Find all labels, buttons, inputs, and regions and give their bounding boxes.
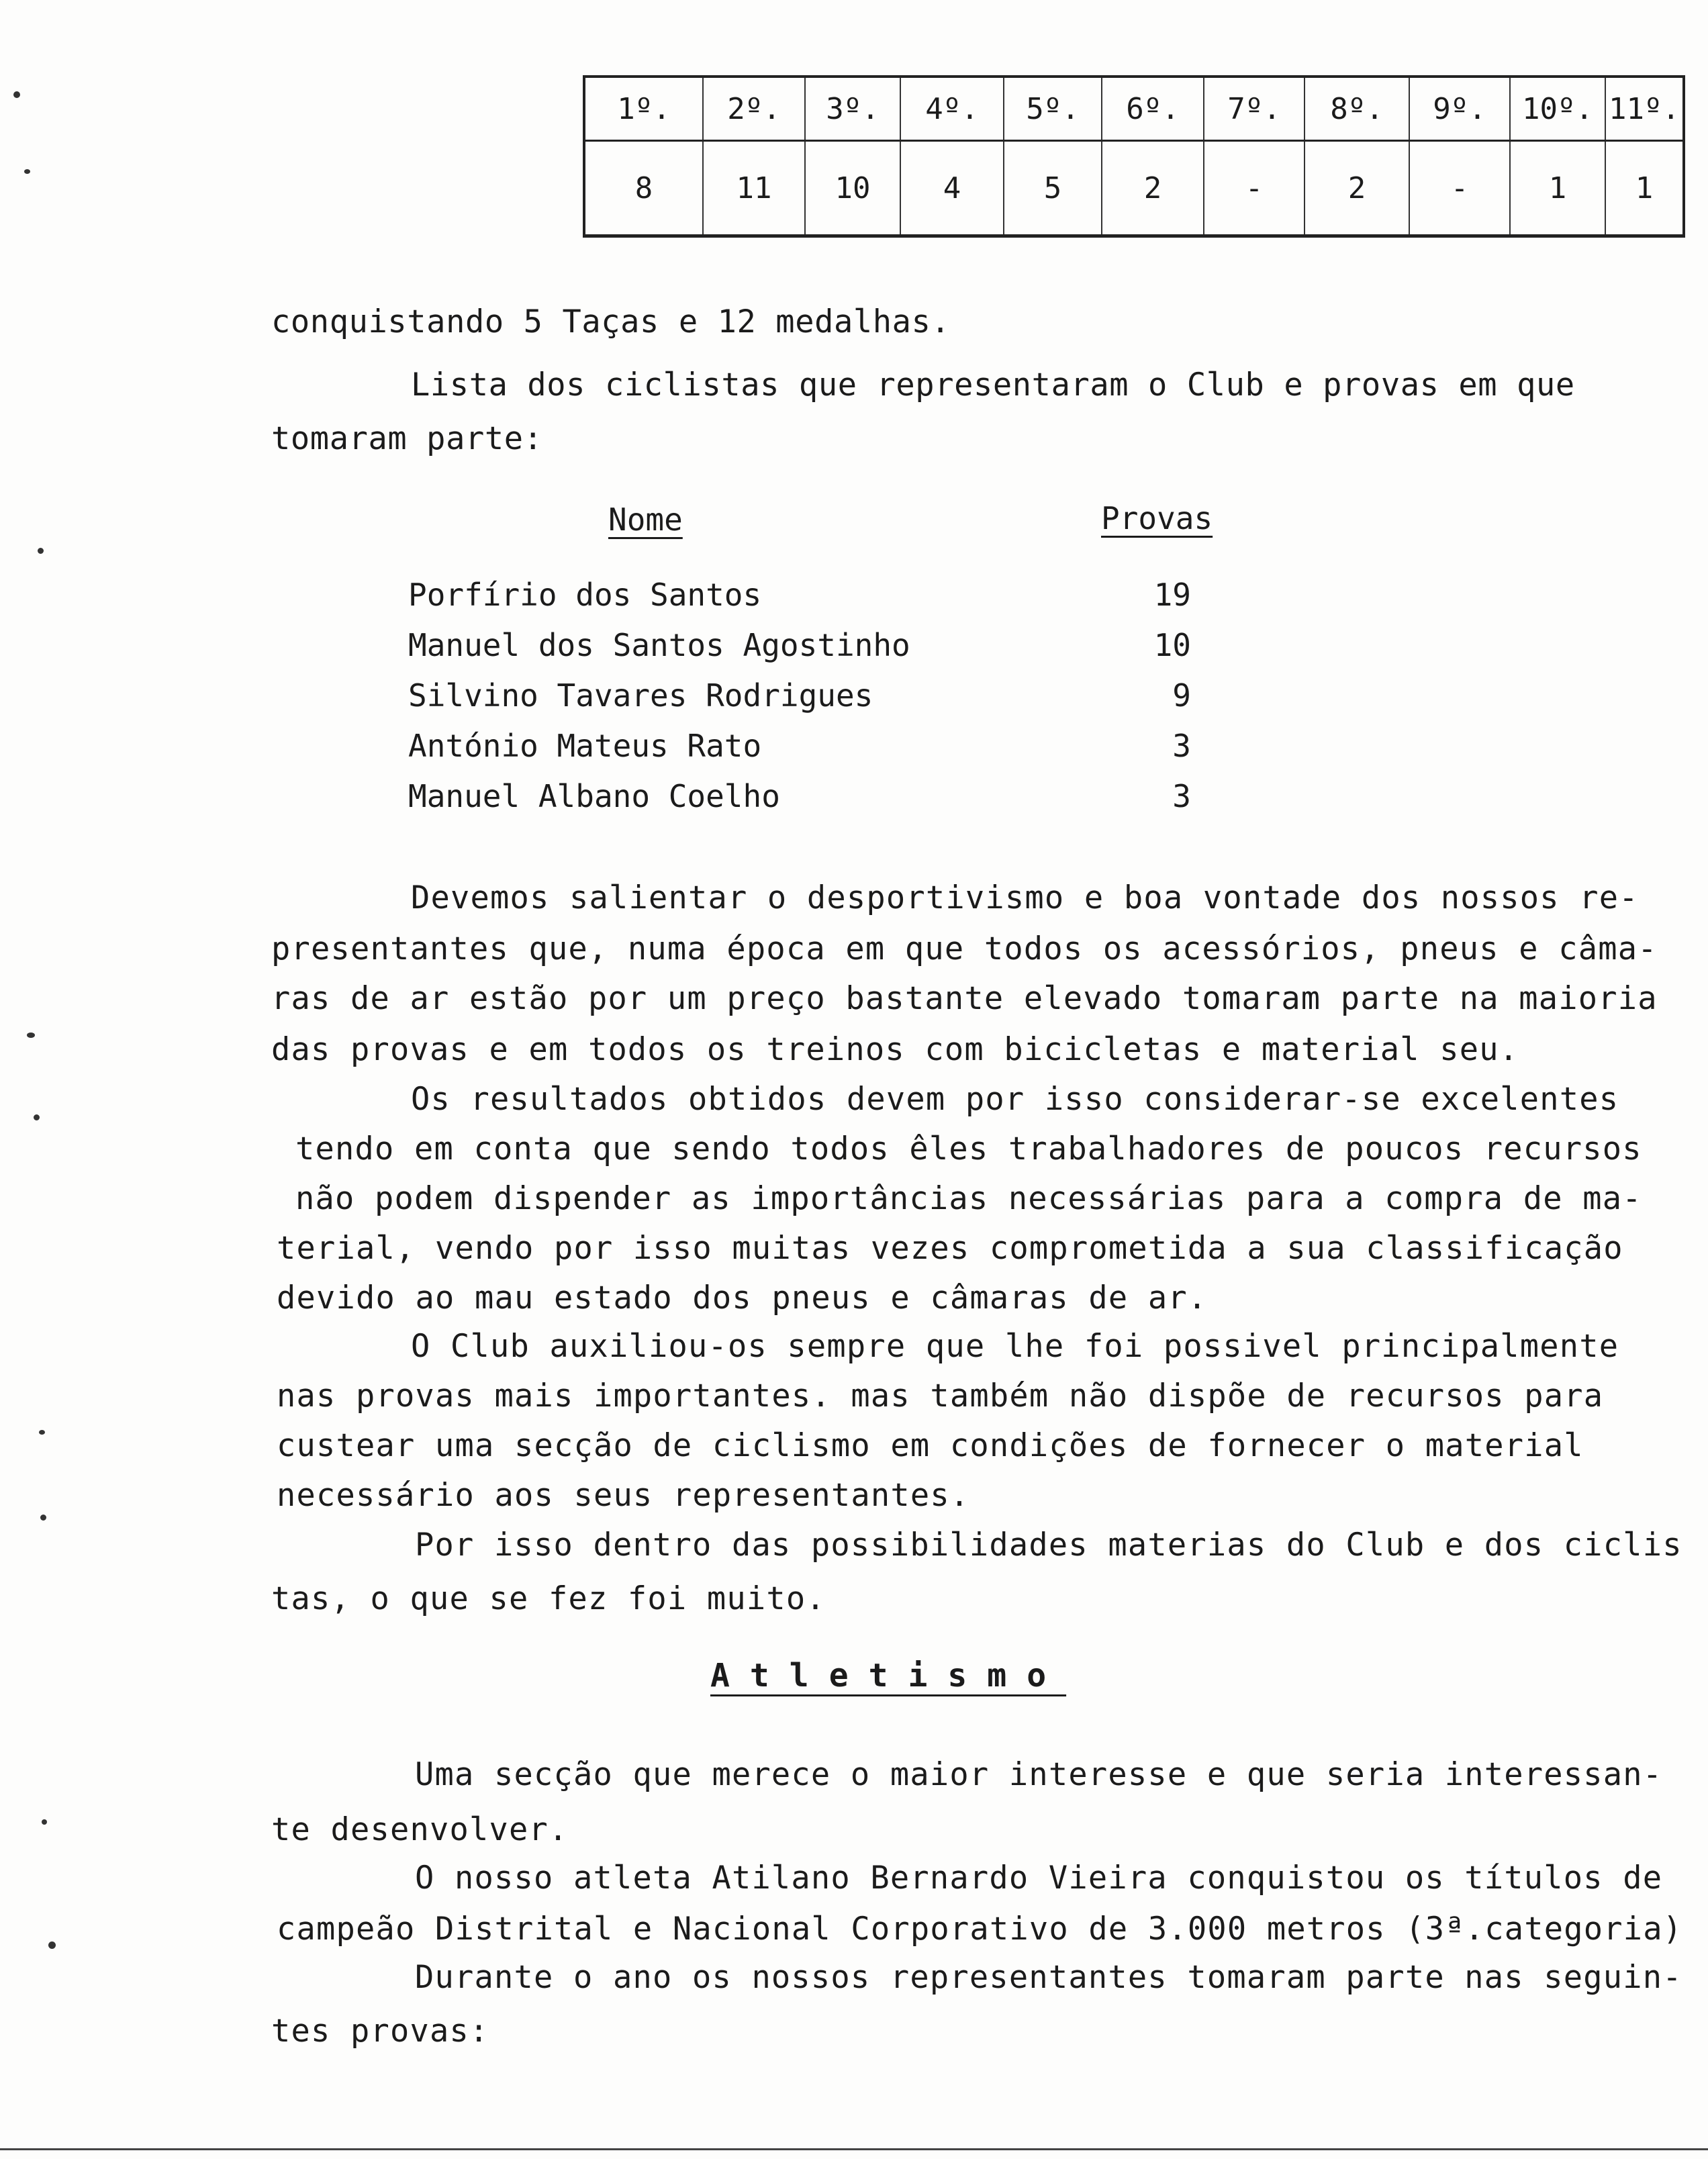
count-cell: 10: [805, 141, 900, 236]
position-cell: 5º.: [1004, 77, 1102, 141]
body-line: presentantes que, numa época em que todos os acessórios, pneus e câma-: [271, 930, 1658, 967]
body-line: das provas e em todos os treinos com bicicletas e material seu.: [271, 1031, 1519, 1068]
body-line: tes provas:: [271, 2013, 489, 2050]
body-line: ras de ar estão por um preço bastante elevado tomaram parte na maioria: [271, 980, 1658, 1017]
count-cell: 2: [1304, 141, 1409, 236]
scan-speck: [27, 1033, 35, 1038]
intro-line: conquistando 5 Taças e 12 medalhas.: [271, 303, 951, 340]
position-cell: 9º.: [1409, 77, 1510, 141]
body-line: Devemos salientar o desportivismo e boa vontade dos nossos re-: [411, 879, 1639, 916]
rider-name: Manuel dos Santos Agostinho: [408, 627, 910, 663]
body-line: tendo em conta que sendo todos êles trabalhadores de poucos recursos: [295, 1131, 1642, 1167]
body-line: Os resultados obtidos devem por isso considerar-se excelentes: [411, 1081, 1619, 1118]
body-line: Por isso dentro das possibilidades materias do Club e dos ciclis: [415, 1527, 1682, 1564]
body-line: campeão Distrital e Nacional Corporativo de 3.000 metros (3ª.categoria): [277, 1911, 1683, 1948]
body-line: Uma secção que merece o maior interesse e que seria interessan-: [415, 1756, 1663, 1793]
rider-name: Manuel Albano Coelho: [408, 778, 780, 814]
roster-header-name: Nome: [608, 501, 683, 538]
rider-races: 10: [1153, 627, 1191, 663]
count-cell: 1: [1605, 141, 1684, 236]
count-cell: -: [1409, 141, 1510, 236]
body-line: te desenvolver.: [271, 1811, 569, 1848]
position-cell: 6º.: [1102, 77, 1204, 141]
scan-speck: [42, 1819, 47, 1825]
body-line: nas provas mais importantes. mas também não dispõe de recursos para: [277, 1378, 1604, 1414]
scan-speck: [48, 1941, 56, 1949]
section-heading: Atletismo: [710, 1657, 1067, 1694]
rider-races: 3: [1172, 728, 1191, 764]
intro-line: Lista dos ciclistas que representaram o Club e provas em que: [411, 367, 1575, 403]
rider-races: 3: [1172, 778, 1191, 814]
position-cell: 7º.: [1204, 77, 1304, 141]
placement-table: [583, 75, 1685, 238]
body-line: tas, o que se fez foi muito.: [271, 1580, 826, 1617]
rider-name: Porfírio dos Santos: [408, 577, 762, 613]
position-cell: 11º.: [1605, 77, 1684, 141]
count-cell: 11: [703, 141, 805, 236]
roster-header-races: Provas: [1101, 500, 1213, 536]
scan-speck: [24, 169, 30, 174]
rider-races: 19: [1153, 577, 1191, 613]
body-line: devido ao mau estado dos pneus e câmaras de ar.: [277, 1280, 1208, 1316]
page-bottom-rule: [0, 2148, 1708, 2150]
rider-name: António Mateus Rato: [408, 728, 762, 764]
scan-speck: [40, 1515, 46, 1521]
count-cell: -: [1204, 141, 1304, 236]
body-line: terial, vendo por isso muitas vezes comprometida a sua classificação: [277, 1230, 1623, 1267]
position-cell: 8º.: [1304, 77, 1409, 141]
position-cell: 2º.: [703, 77, 805, 141]
position-cell: 3º.: [805, 77, 900, 141]
position-cell: 10º.: [1510, 77, 1605, 141]
rider-races: 9: [1172, 677, 1191, 714]
body-line: Durante o ano os nossos representantes tomaram parte nas seguin-: [415, 1959, 1682, 1996]
placement-counts-row: [584, 141, 1684, 236]
scan-speck: [39, 1430, 45, 1435]
body-line: O nosso atleta Atilano Bernardo Vieira conquistou os títulos de: [415, 1860, 1663, 1897]
intro-line: tomaram parte:: [271, 420, 543, 457]
count-cell: 8: [584, 141, 703, 236]
scan-speck: [38, 548, 44, 554]
scan-speck: [34, 1114, 40, 1120]
body-line: custear uma secção de ciclismo em condições de fornecer o material: [277, 1427, 1584, 1464]
placement-positions-row: [584, 77, 1684, 141]
count-cell: 4: [900, 141, 1004, 236]
body-line: necessário aos seus representantes.: [277, 1477, 970, 1514]
count-cell: 2: [1102, 141, 1204, 236]
body-line: O Club auxiliou-os sempre que lhe foi possivel principalmente: [411, 1328, 1619, 1365]
scan-speck: [13, 91, 20, 98]
position-cell: 4º.: [900, 77, 1004, 141]
body-line: não podem dispender as importâncias necessárias para a compra de ma-: [295, 1180, 1642, 1217]
position-cell: 1º.: [584, 77, 703, 141]
count-cell: 5: [1004, 141, 1102, 236]
rider-name: Silvino Tavares Rodrigues: [408, 677, 873, 714]
count-cell: 1: [1510, 141, 1605, 236]
